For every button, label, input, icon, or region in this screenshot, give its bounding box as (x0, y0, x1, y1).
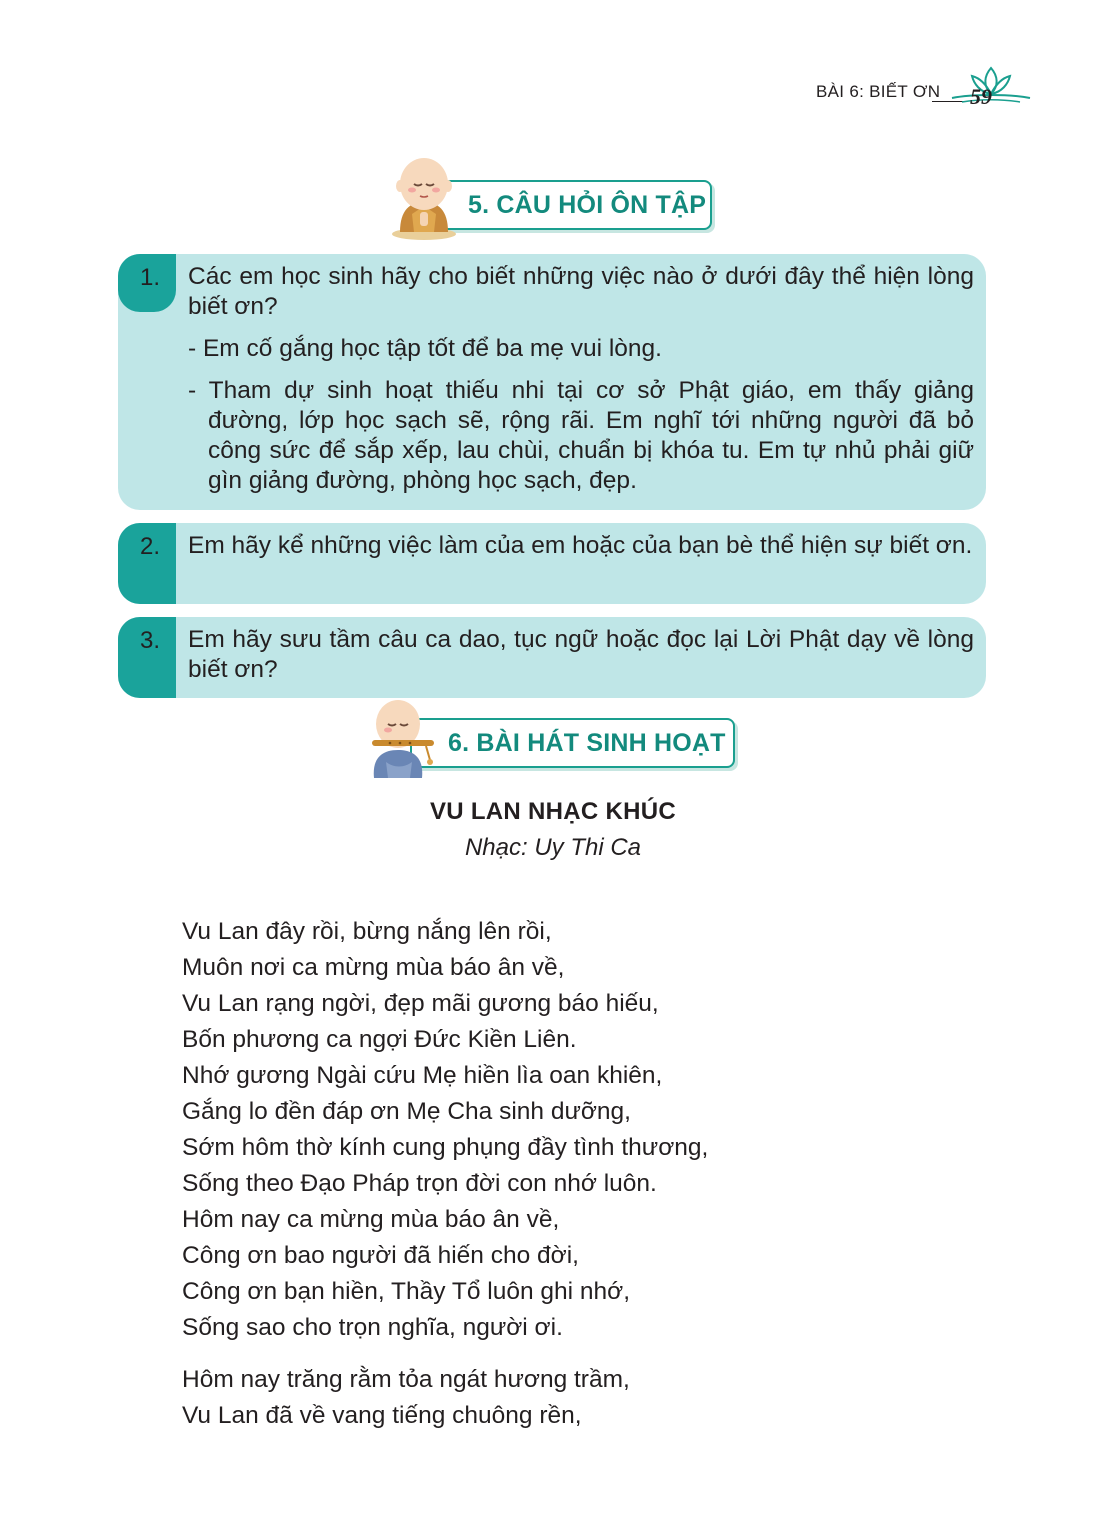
lyrics-stanza-2 (182, 1362, 942, 1434)
question-1-badge (118, 254, 176, 312)
question-1-bullet-2: - Tham dự sinh hoạt thiếu nhi tại cơ sở Phật giáo, em thấy giảng đường, lớp học sạch sẽ, rộng rãi. Em nghĩ tới những người đã bỏ công sức để sắp xếp, lau chùi, chuẩn bị khóa tu. Em tự nhủ phải giữ gìn giảng đường, phòng học sạch, đẹp. (188, 377, 974, 494)
lyric-line: Sống sao cho trọn nghĩa, người ơi. (182, 1314, 563, 1341)
lyric-line: Công ơn bạn hiền, Thầy Tổ luôn ghi nhớ, (182, 1278, 631, 1305)
lyrics-stanza-1 (182, 914, 942, 1346)
lyric-line: Gắng lo đền đáp ơn Mẹ Cha sinh dưỡng, (182, 1098, 631, 1125)
question-3-badge (118, 617, 176, 698)
lyric-line: Nhớ gương Ngài cứu Mẹ hiền lìa oan khiên, (182, 1062, 663, 1089)
question-1-box (118, 254, 986, 510)
question-1-text: Các em học sinh hãy cho biết những việc nào ở dưới đây thể hiện lòng biết ơn? (188, 263, 974, 320)
lyric-line: Bốn phương ca ngợi Đức Kiền Liên. (182, 1026, 577, 1053)
page-number: 59 (970, 84, 992, 109)
running-title: BÀI 6: BIẾT ƠN (816, 82, 941, 101)
lyric-line: Vu Lan đây rồi, bừng nắng lên rồi, (182, 918, 552, 945)
lyric-line: Hôm nay ca mừng mùa báo ân về, (182, 1206, 560, 1233)
question-2-text: Em hãy kể những việc làm của em hoặc của bạn bè thể hiện sự biết ơn. (188, 532, 973, 559)
running-header (790, 78, 1040, 114)
lyric-line: Sớm hôm thờ kính cung phụng đầy tình thương, (182, 1134, 709, 1161)
question-3-number: 3. (140, 627, 161, 654)
question-2-badge (118, 523, 176, 604)
question-3-box (118, 617, 986, 698)
section-5-header (390, 154, 720, 240)
lyric-line: Công ơn bao người đã hiến cho đời, (182, 1242, 579, 1269)
section-6-header (366, 696, 740, 782)
song-composer: Nhạc: Uy Thi Ca (464, 834, 642, 861)
section-5-title: 5. CÂU HỎI ÔN TẬP (430, 180, 712, 230)
question-2-number: 2. (140, 533, 161, 560)
monk-child-praying-icon (390, 154, 460, 240)
question-1-number: 1. (140, 264, 161, 291)
lyric-line: Hôm nay trăng rằm tỏa ngát hương trầm, (182, 1366, 630, 1393)
lyric-line: Vu Lan đã về vang tiếng chuông rền, (182, 1402, 582, 1429)
question-3-text: Em hãy sưu tầm câu ca dao, tục ngữ hoặc đọc lại Lời Phật dạy về lòng biết ơn? (188, 626, 974, 683)
monk-child-flute-icon (366, 696, 438, 782)
question-1-body (188, 262, 974, 496)
lyric-line: Sống theo Đạo Pháp trọn đời con nhớ luôn. (182, 1170, 657, 1197)
question-1-bullet-1: - Em cố gắng học tập tốt để ba mẹ vui lòng. (188, 335, 662, 362)
song-title: VU LAN NHẠC KHÚC (429, 798, 677, 825)
question-2-box (118, 523, 986, 604)
lyric-line: Muôn nơi ca mừng mùa báo ân về, (182, 954, 565, 981)
section-6-title: 6. BÀI HÁT SINH HOẠT (410, 718, 735, 768)
lyric-line: Vu Lan rạng ngời, đẹp mãi gương báo hiếu, (182, 990, 659, 1017)
